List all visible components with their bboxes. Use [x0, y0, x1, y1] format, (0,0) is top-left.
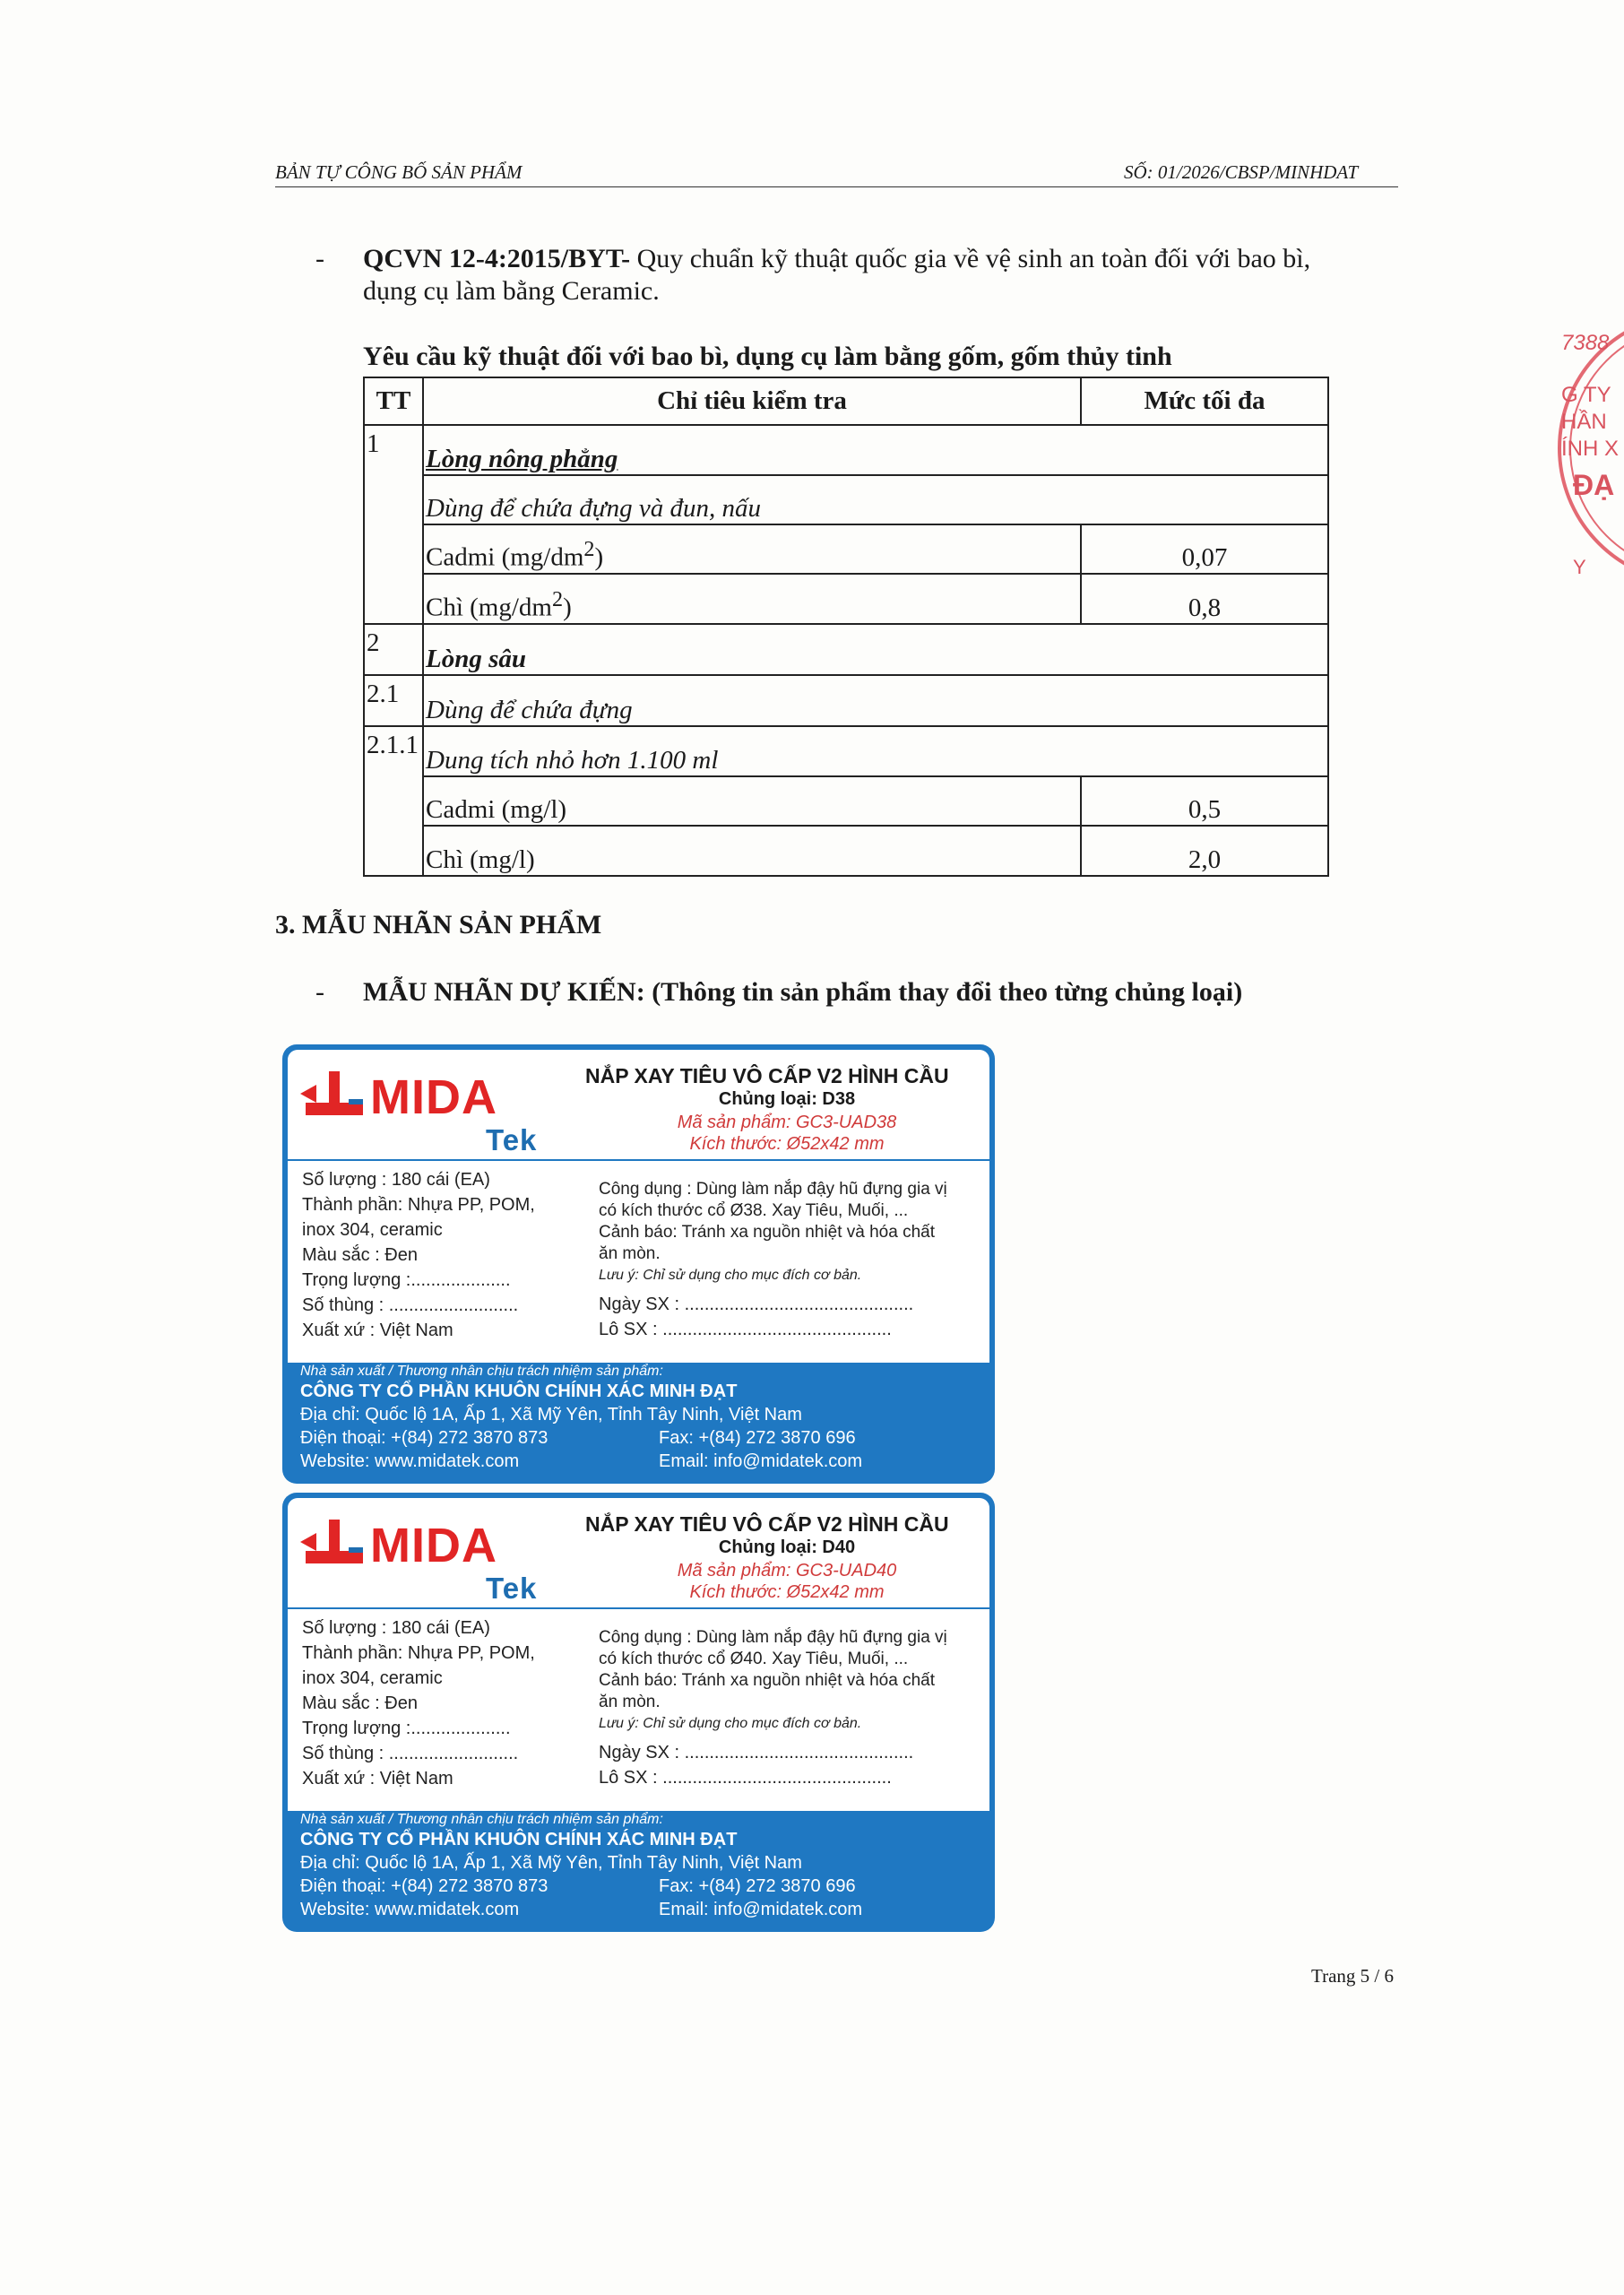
- company-phone: Điện thoại: +(84) 272 3870 873: [300, 1428, 549, 1448]
- svg-text:Y: Y: [1573, 556, 1586, 578]
- regulation-dash: -: [315, 244, 324, 273]
- col-header-criteria: Chỉ tiêu kiểm tra: [423, 377, 1081, 425]
- product-label-d40: [282, 1493, 995, 1932]
- row-tt: 1: [364, 425, 423, 475]
- product-name: NẮP XAY TIÊU VÔ CẤP V2 HÌNH CẦU: [585, 1064, 949, 1087]
- label-usage-2: có kích thước cổ Ø40. Xay Tiêu, Muối, ...: [599, 1650, 909, 1668]
- mida-logo-icon: [298, 1067, 370, 1130]
- logo-text: MIDA: [370, 1070, 497, 1124]
- regulation-text: [363, 244, 1403, 274]
- maker-caption: Nhà sản xuất / Thương nhân chịu trách nhiệm sản phẩm:: [300, 1812, 663, 1827]
- regulation-desc: Quy chuẩn kỹ thuật quốc gia về vệ sinh an toàn đối với bao bì,: [630, 244, 1311, 273]
- header-left: BẢN TỰ CÔNG BỐ SẢN PHẨM: [275, 161, 523, 183]
- label-quantity: Số lượng : 180 cái (EA): [302, 1170, 490, 1190]
- company-stamp: [1542, 305, 1624, 601]
- label-color: Màu sắc : Đen: [302, 1693, 418, 1713]
- label-quantity: Số lượng : 180 cái (EA): [302, 1618, 490, 1638]
- label-lot: Lô SX : ..............................................: [599, 1768, 892, 1788]
- svg-text:G TY: G TY: [1561, 383, 1611, 407]
- label-warning: Cảnh báo: Tránh xa nguồn nhiệt và hóa chất: [599, 1223, 935, 1242]
- table-row: [364, 425, 1328, 475]
- row-tt: 2: [364, 624, 423, 675]
- label-carton: Số thùng : ..........................: [302, 1295, 519, 1315]
- table-row: [364, 475, 1328, 524]
- company-website: Website: www.midatek.com: [300, 1451, 520, 1471]
- logo-subtext: Tek: [486, 1572, 538, 1605]
- company-name: CÔNG TY CỔ PHẦN KHUÔN CHÍNH XÁC MINH ĐẠT: [300, 1381, 738, 1401]
- label-composition-2: inox 304, ceramic: [302, 1668, 443, 1688]
- label-usage-2: có kích thước cổ Ø38. Xay Tiêu, Muối, ...: [599, 1201, 909, 1220]
- table-row: [364, 524, 1328, 574]
- row-criteria: Dùng để chứa đựng: [423, 675, 1328, 726]
- row-criteria: Dùng để chứa đựng và đun, nấu: [423, 475, 1328, 524]
- label-weight: Trọng lượng :....................: [302, 1270, 511, 1290]
- regulation-code: QCVN 12-4:2015/BYT-: [363, 244, 631, 273]
- maker-caption: Nhà sản xuất / Thương nhân chịu trách nhiệm sản phẩm:: [300, 1364, 663, 1379]
- row-value: 2,0: [1081, 826, 1328, 876]
- company-fax: Fax: +(84) 272 3870 696: [659, 1876, 856, 1896]
- label-usage: Công dụng : Dùng làm nắp đậy hũ đựng gia vị: [599, 1180, 947, 1199]
- logo-text: MIDA: [370, 1519, 497, 1572]
- label-composition-2: inox 304, ceramic: [302, 1220, 443, 1240]
- row-criteria: Dung tích nhỏ hơn 1.100 ml: [423, 726, 1328, 776]
- company-email: Email: info@midatek.com: [659, 1451, 863, 1471]
- row-tt: 2.1.1: [364, 726, 423, 776]
- label-warning-2: ăn mòn.: [599, 1693, 661, 1711]
- row-criteria: Cadmi $(mg/dm^2)$: [423, 524, 1081, 574]
- svg-text:ĐẠ: ĐẠ: [1573, 469, 1615, 501]
- label-origin: Xuất xứ : Việt Nam: [302, 1321, 454, 1340]
- col-header-max: Mức tối đa: [1081, 377, 1328, 425]
- row-tt: 2.1: [364, 675, 423, 726]
- row-value: 0,8: [1081, 574, 1328, 624]
- section-dash: -: [315, 977, 324, 1007]
- row-criteria: Chì (mg/l): [423, 826, 1081, 876]
- header-right: SỐ: 01/2026/CBSP/MINHDAT: [1124, 161, 1359, 183]
- label-usage: Công dụng : Dùng làm nắp đậy hũ đựng gia vị: [599, 1628, 947, 1647]
- row-value: 0,07: [1081, 524, 1328, 574]
- row-criteria: Cadmi (mg/l): [423, 776, 1081, 826]
- mida-logo-icon: [298, 1515, 370, 1578]
- svg-text:ÍNH X: ÍNH X: [1561, 437, 1620, 461]
- label-lot: Lô SX : ..............................................: [599, 1320, 892, 1339]
- logo-subtext: Tek: [486, 1123, 538, 1156]
- label-mfg-date: Ngày SX : ..............................................: [599, 1295, 914, 1314]
- table-row: [364, 726, 1328, 776]
- row-value: 0,5: [1081, 776, 1328, 826]
- table-row: [364, 776, 1328, 826]
- label-warning-2: ăn mòn.: [599, 1244, 661, 1263]
- table-row: [364, 826, 1328, 876]
- table-row: [364, 624, 1328, 675]
- svg-text:7388: 7388: [1561, 331, 1610, 355]
- product-name: NẮP XAY TIÊU VÔ CẤP V2 HÌNH CẦU: [585, 1512, 949, 1536]
- label-color: Màu sắc : Đen: [302, 1245, 418, 1265]
- row-criteria: Lòng nông phẳng: [423, 425, 1328, 475]
- product-type: Chủng loại: D38: [718, 1089, 856, 1109]
- company-name: CÔNG TY CỔ PHẦN KHUÔN CHÍNH XÁC MINH ĐẠT: [300, 1830, 738, 1849]
- svg-text:HẦN: HẦN: [1561, 410, 1607, 434]
- label-note: Lưu ý: Chỉ sử dụng cho mục đích cơ bản.: [599, 1716, 862, 1731]
- product-type: Chủng loại: D40: [718, 1537, 856, 1557]
- company-address: Địa chỉ: Quốc lộ 1A, Ấp 1, Xã Mỹ Yên, Tỉnh Tây Ninh, Việt Nam: [300, 1405, 802, 1425]
- label-carton: Số thùng : ..........................: [302, 1744, 519, 1763]
- label-weight: Trọng lượng :....................: [302, 1719, 511, 1738]
- label-mfg-date: Ngày SX : ..............................................: [599, 1743, 914, 1762]
- company-phone: Điện thoại: +(84) 272 3870 873: [300, 1876, 549, 1896]
- row-criteria: Lòng sâu: [423, 624, 1328, 675]
- spec-table: [363, 377, 1329, 877]
- label-composition: Thành phần: Nhựa PP, POM,: [302, 1643, 535, 1663]
- header-rule: [275, 186, 1398, 187]
- col-header-tt: TT: [364, 377, 423, 425]
- product-size: Kích thước: Ø52x42 mm: [689, 1582, 885, 1602]
- section-subtitle: MẪU NHÃN DỰ KIẾN: (Thông tin sản phẩm thay đổi theo từng chủng loại): [363, 977, 1243, 1007]
- table-header-row: [364, 377, 1328, 425]
- table-caption: Yêu cầu kỹ thuật đối với bao bì, dụng cụ làm bằng gốm, gốm thủy tinh: [363, 342, 1172, 371]
- product-size: Kích thước: Ø52x42 mm: [689, 1134, 885, 1154]
- label-warning: Cảnh báo: Tránh xa nguồn nhiệt và hóa chất: [599, 1671, 935, 1690]
- product-label-d38: [282, 1044, 995, 1484]
- product-code: Mã sản phẩm: GC3-UAD38: [677, 1113, 897, 1132]
- company-email: Email: info@midatek.com: [659, 1900, 863, 1919]
- product-code: Mã sản phẩm: GC3-UAD40: [677, 1561, 897, 1581]
- table-row: [364, 675, 1328, 726]
- section-title: 3. MẪU NHÃN SẢN PHẨM: [275, 910, 602, 940]
- company-address: Địa chỉ: Quốc lộ 1A, Ấp 1, Xã Mỹ Yên, Tỉnh Tây Ninh, Việt Nam: [300, 1853, 802, 1873]
- label-composition: Thành phần: Nhựa PP, POM,: [302, 1195, 535, 1215]
- label-note: Lưu ý: Chỉ sử dụng cho mục đích cơ bản.: [599, 1268, 862, 1283]
- company-fax: Fax: +(84) 272 3870 696: [659, 1428, 856, 1448]
- row-criteria: Chì $(mg/dm^2)$: [423, 574, 1081, 624]
- label-origin: Xuất xứ : Việt Nam: [302, 1769, 454, 1788]
- page-number: Trang 5 / 6: [1311, 1965, 1394, 1987]
- regulation-desc-2: dụng cụ làm bằng Ceramic.: [363, 276, 660, 306]
- table-row: [364, 574, 1328, 624]
- company-website: Website: www.midatek.com: [300, 1900, 520, 1919]
